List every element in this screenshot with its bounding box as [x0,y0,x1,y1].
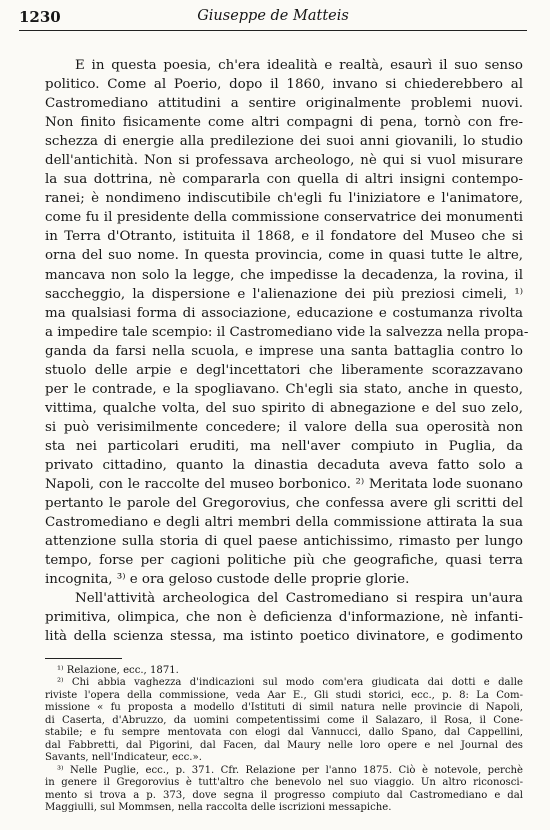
footnote-line: ²⁾ Chi abbia vaghezza d'indicazioni sul modo com'era giudicata dai dotti e dalle [57,677,523,689]
text-line: lità della scienza stessa, ma istinto poetico divinatore, e godimento [45,629,523,645]
main-text [45,56,529,646]
text-line: privato cittadino, quanto la dinastia decaduta aveva fatto solo a [45,457,523,473]
page-header [19,8,527,31]
text-line: Non finito fisicamente come altri compagni di pena, tornò con fre- [45,115,523,131]
footnote-line: mento si trova a p. 373, dove segna il progresso compiuto dal Castromediano e dal [45,789,523,801]
text-line: sta nei particolari eruditi, ma nell'aver compiuto in Puglia, da [45,438,523,454]
text-line: dell'antichità. Non si professava archeologo, nè qui si vuol misurare [45,153,523,169]
text-line: pertanto le parole del Gregorovius, che confessa avere gli scritti del [45,496,523,512]
text-line: si può verisimilmente concedere; il valore della sua operosità non [45,419,523,435]
text-line: stuolo delle arpie e degl'incettatori che liberamente scorazzavano [45,362,523,378]
text-line: ganda da farsi nella scuola, e imprese una santa battaglia contro lo [45,343,523,359]
text-line: Nell'attività archeologica del Castromediano si respira un'aura [75,591,523,607]
text-line: la sua dottrina, nè compararla con quella di altri insigni contempo- [45,172,523,188]
footnote-line: dal Fabbretti, dal Pigorini, dal Facen, dal Maury nelle loro opere e nel Journal des [45,739,523,751]
text-line: in Terra d'Otranto, istituita il 1868, e il fondatore del Museo che si [45,229,523,245]
text-line: Castromediano e degli altri membri della commissione attirata la sua [45,515,523,531]
text-line: schezza di energie alla predilezione dei suoi anni giovanili, lo studio [45,134,523,150]
text-line: Castromediano attitudini a sentire originalmente problemi nuovi. [45,96,523,112]
text-line: Napoli, con le raccolte del museo borbonico. ²⁾ Meritata lode suonano [45,477,523,493]
text-line: mancava non solo la legge, che impedisse la decadenza, la rovina, il [45,267,523,283]
text-line: ranei; è nondimeno indiscutibile ch'egli fu l'iniziatore e l'animatore, [45,191,523,207]
footnote-line: ³⁾ Nelle Puglie, ecc., p. 371. Cfr. Relazione per l'anno 1875. Ciò è notevole, perchè [57,764,523,776]
footnotes [45,665,523,814]
text-line: politico. Come al Poerio, dopo il 1860, invano si chiederebbero al [45,77,523,93]
text-line: incognita, ³⁾ e ora geloso custode delle proprie glorie. [45,572,410,588]
text-line: tempo, forse per cagioni politiche più che geografiche, quasi terra [45,553,523,569]
footnote-divider [45,658,122,659]
text-line: orna del suo nome. In questa provincia, come in quasi tutte le altre, [45,248,523,264]
text-line: vittima, qualche volta, del suo spirito di abnegazione e del suo zelo, [45,400,523,416]
page-number: 1230 [19,8,61,26]
footnote-line: stabile; e fu sempre mentovata con elogi dal Vannucci, dallo Spano, dal Cappellini, [45,727,523,739]
text-line: per le contrade, e la spogliavano. Ch'egli sia stato, anche in questo, [45,381,523,397]
footnote-line: in genere il Gregorovius è tutt'altro che benevolo nel suo viaggio. Un altro riconosci- [45,777,523,789]
text-line: come fu il presidente della commissione conservatrice dei monumenti [45,210,523,226]
text-line: saccheggio, la dispersione e l'alienazione dei più preziosi cimeli, ¹⁾ [45,286,523,302]
running-title: Giuseppe de Matteis [197,8,349,24]
footnote-line: missione « fu proposta a modello d'Istituti di simil natura nelle provincie di Napoli, [45,702,523,714]
text-line: primitiva, olimpica, che non è deficienza d'informazione, nè infanti- [45,610,523,626]
footnote-line: Maggiulli, sul Mommsen, nella raccolta delle iscrizioni messapiche. [45,801,392,813]
text-line: ma qualsiasi forma di associazione, educazione e costumanza rivolta [45,305,523,321]
footnote-line: riviste l'opera della commissione, veda Aar E., Gli studi storici, ecc., p. 8: La Com- [45,689,523,701]
text-line: a impedire tale scempio: il Castromediano vide la salvezza nella propa- [45,324,529,340]
text-line: E in questa poesia, ch'era idealità e realtà, esaurì il suo senso [75,58,523,73]
footnote-line: di Caserta, d'Abruzzo, da uomini competentissimi come il Salazaro, il Rosa, il Cone- [45,714,523,726]
text-line: attenzione sulla storia di quel paese antichissimo, rimasto per lungo [45,534,523,550]
footnote-line: Savants, nell'Indicateur, ecc.». [45,752,202,764]
footnote-line: ¹⁾ Relazione, ecc., 1871. [57,665,179,676]
